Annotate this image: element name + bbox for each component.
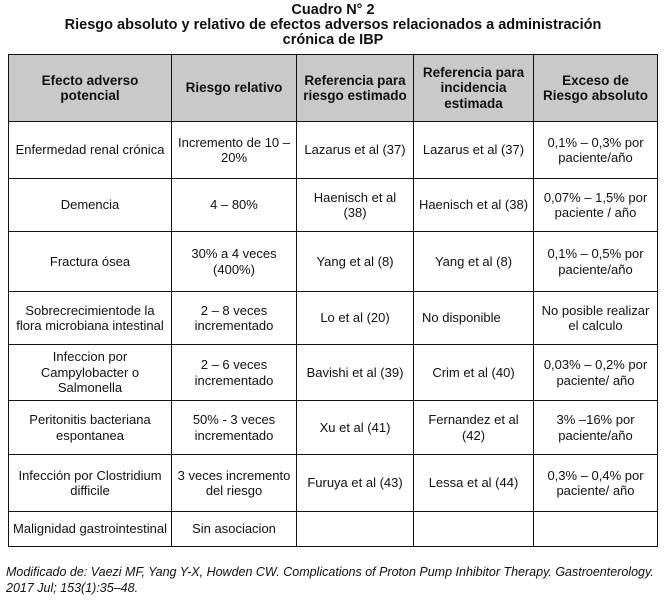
header-incidence-reference: Referencia para incidencia estimada [414, 55, 534, 122]
cell-adverse-effect: Infeccion por Campylobacter o Salmonella [9, 345, 172, 401]
cell-adverse-effect: Peritonitis bacteriana espontanea [9, 401, 172, 455]
cell-incidence-reference: Lessa et al (44) [414, 455, 534, 512]
cell-adverse-effect: Infección por Clostridium difficile [9, 455, 172, 512]
table-row [9, 455, 658, 512]
cell-incidence-reference [414, 512, 534, 547]
cell-relative-risk: 2 – 6 veces incrementado [172, 345, 297, 401]
cell-relative-risk: 3 veces incremento del riesgo [172, 455, 297, 512]
cell-adverse-effect: Sobrecrecimientode la flora microbiana intestinal [9, 292, 172, 345]
cell-incidence-reference: Fernandez et al (42) [414, 401, 534, 455]
cell-risk-reference: Yang et al (8) [297, 232, 414, 292]
cell-adverse-effect: Fractura ósea [9, 232, 172, 292]
cell-risk-reference: Haenisch et al (38) [297, 179, 414, 232]
cell-relative-risk: Sin asociacion [172, 512, 297, 547]
table-row [9, 292, 658, 345]
cell-risk-reference [297, 512, 414, 547]
cell-adverse-effect: Enfermedad renal crónica [9, 122, 172, 179]
table-header-row [9, 55, 658, 122]
table-row [9, 232, 658, 292]
cell-absolute-risk: 0,3% – 0,4% por paciente/ año [534, 455, 658, 512]
cell-absolute-risk [534, 512, 658, 547]
cell-risk-reference: Xu et al (41) [297, 401, 414, 455]
cell-adverse-effect: Malignidad gastrointestinal [9, 512, 172, 547]
cell-absolute-risk: 3% –16% por paciente/año [534, 401, 658, 455]
cell-relative-risk: 4 – 80% [172, 179, 297, 232]
cell-incidence-reference: Haenisch et al (38) [414, 179, 534, 232]
cell-risk-reference: Bavishi et al (39) [297, 345, 414, 401]
cell-adverse-effect: Demencia [9, 179, 172, 232]
cell-incidence-reference: Lazarus et al (37) [414, 122, 534, 179]
table-row [9, 345, 658, 401]
cell-incidence-reference: Crim et al (40) [414, 345, 534, 401]
source-caption: Modificado de: Vaezi MF, Yang Y-X, Howden CW. Complications of Proton Pump Inhibitor Therapy. Gastroenterology. 2017 Jul; 153(1):35–48. [6, 565, 654, 595]
adverse-effects-table [8, 54, 658, 547]
table-title-line-2: crónica de IBP [282, 32, 384, 48]
cell-risk-reference: Lazarus et al (37) [297, 122, 414, 179]
table-row [9, 122, 658, 179]
cell-relative-risk: Incremento de 10 – 20% [172, 122, 297, 179]
cell-absolute-risk: 0,1% – 0,3% por paciente/año [534, 122, 658, 179]
table-row [9, 179, 658, 232]
table-title [0, 0, 666, 48]
cell-absolute-risk: 0,07% – 1,5% por paciente / año [534, 179, 658, 232]
cell-risk-reference: Furuya et al (43) [297, 455, 414, 512]
header-risk-reference: Referencia para riesgo estimado [297, 55, 414, 122]
cell-incidence-reference: No disponible [414, 292, 534, 345]
table-row [9, 401, 658, 455]
table-title-line-1: Riesgo absoluto y relativo de efectos adversos relacionados a administración [64, 17, 602, 33]
cell-absolute-risk: 0,1% – 0,5% por paciente/año [534, 232, 658, 292]
cell-incidence-reference: Yang et al (8) [414, 232, 534, 292]
header-adverse-effect: Efecto adverso potencial [9, 55, 172, 122]
cell-relative-risk: 50% - 3 veces incrementado [172, 401, 297, 455]
cell-relative-risk: 30% a 4 veces (400%) [172, 232, 297, 292]
cell-absolute-risk: 0,03% – 0,2% por paciente/ año [534, 345, 658, 401]
header-relative-risk: Riesgo relativo [172, 55, 297, 122]
table-row [9, 512, 658, 547]
cell-absolute-risk: No posible realizar el calculo [534, 292, 658, 345]
cell-relative-risk: 2 – 8 veces incrementado [172, 292, 297, 345]
table-number: Cuadro N° 2 [291, 2, 375, 18]
cell-risk-reference: Lo et al (20) [297, 292, 414, 345]
header-absolute-risk: Exceso de Riesgo absoluto [534, 55, 658, 122]
